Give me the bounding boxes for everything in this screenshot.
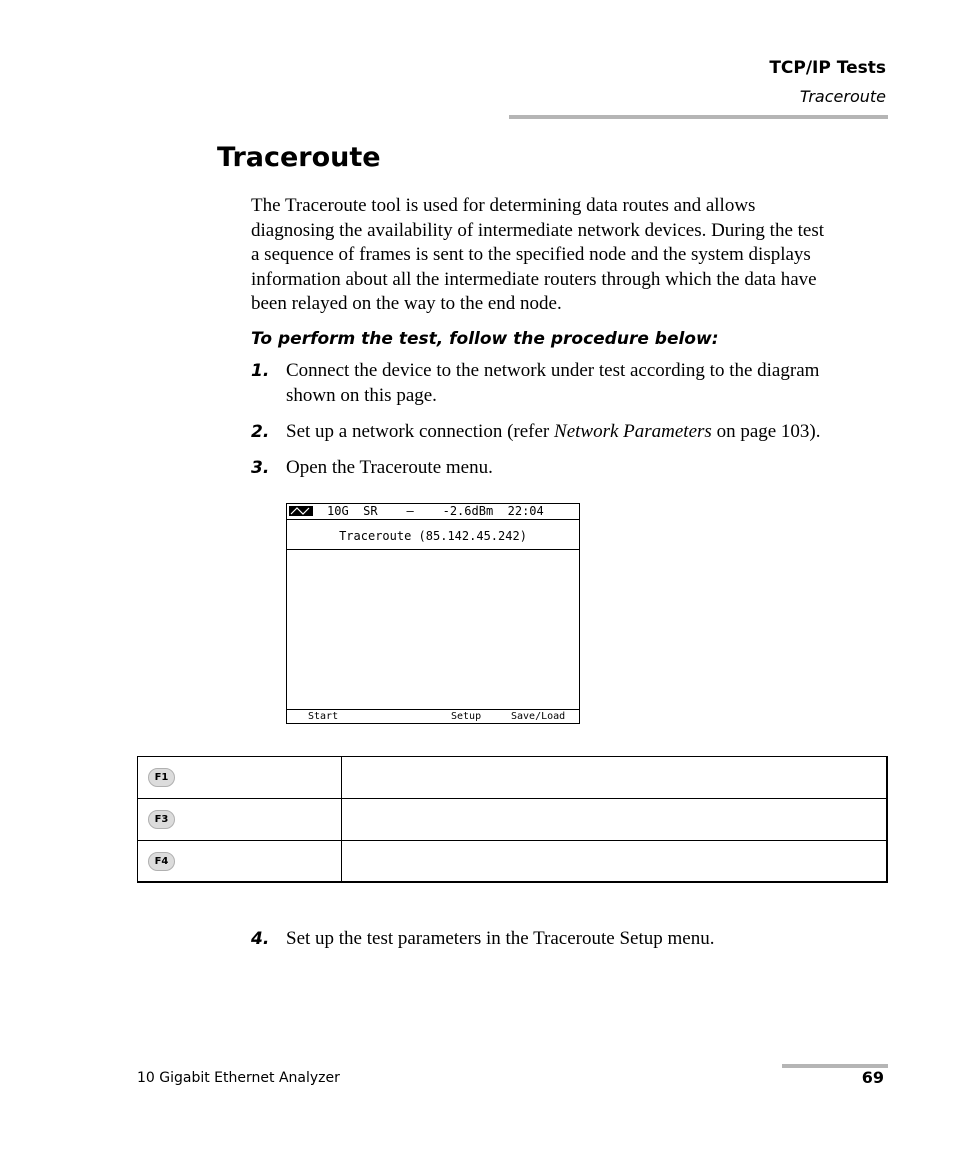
screen-status-bar	[287, 504, 579, 520]
header-rule	[509, 115, 888, 119]
step-text-part: Set up a network connection (refer	[286, 421, 555, 442]
step-text	[286, 419, 891, 444]
intro-paragraph	[251, 194, 891, 317]
step-number: 3.	[251, 458, 270, 478]
f4-key-icon: F4	[148, 852, 175, 871]
step-number: 4.	[251, 929, 270, 949]
step-text-part: on page 103).	[711, 421, 821, 442]
screen-function-bar	[287, 709, 579, 724]
intro-line: The Traceroute tool is used for determining data routes and allows	[251, 195, 756, 216]
fkey-label-f3: Setup	[451, 711, 482, 722]
table-row	[138, 757, 886, 799]
device-screen	[286, 503, 580, 724]
step-text	[286, 358, 891, 408]
procedure-heading: To perform the test, follow the procedure below:	[251, 329, 719, 349]
page-number: 69	[861, 1068, 884, 1087]
step-text: Set up the test parameters in the Traceroute Setup menu.	[286, 928, 715, 949]
intro-line: a sequence of frames is sent to the specified node and the system displays	[251, 244, 811, 265]
link-status-icon	[289, 506, 313, 516]
f1-key-icon: F1	[148, 768, 175, 787]
step-line: shown on this page.	[286, 385, 437, 406]
screen-title-row	[287, 520, 579, 550]
step-text: Open the Traceroute menu.	[286, 457, 493, 478]
step-number: 2.	[251, 422, 270, 442]
running-header-section: TCP/IP Tests	[769, 58, 886, 78]
footer-product-name: 10 Gigabit Ethernet Analyzer	[137, 1070, 340, 1086]
f3-key-icon: F3	[148, 810, 175, 829]
table-row	[138, 799, 886, 841]
step-number: 1.	[251, 361, 270, 381]
fkey-label-f1: Start	[308, 711, 339, 722]
cross-reference-link[interactable]: Network Parameters	[554, 421, 712, 442]
step-line: Connect the device to the network under test according to the diagram	[286, 360, 820, 381]
running-header-subsection: Traceroute	[799, 87, 886, 106]
intro-line: information about all the intermediate routers through which the data have	[251, 268, 817, 290]
screen-status-text: 10G SR – -2.6dBm 22:04	[327, 504, 544, 518]
intro-line: been relayed on the way to the end node.	[251, 293, 562, 314]
page-title: Traceroute	[217, 142, 381, 173]
fkey-label-f4: Save/Load	[511, 711, 566, 722]
table-row	[138, 841, 886, 882]
function-key-table	[137, 756, 888, 883]
intro-line: diagnosing the availability of intermediate network devices. During the test	[251, 219, 825, 241]
screen-title: Traceroute (85.142.45.242)	[339, 529, 527, 543]
